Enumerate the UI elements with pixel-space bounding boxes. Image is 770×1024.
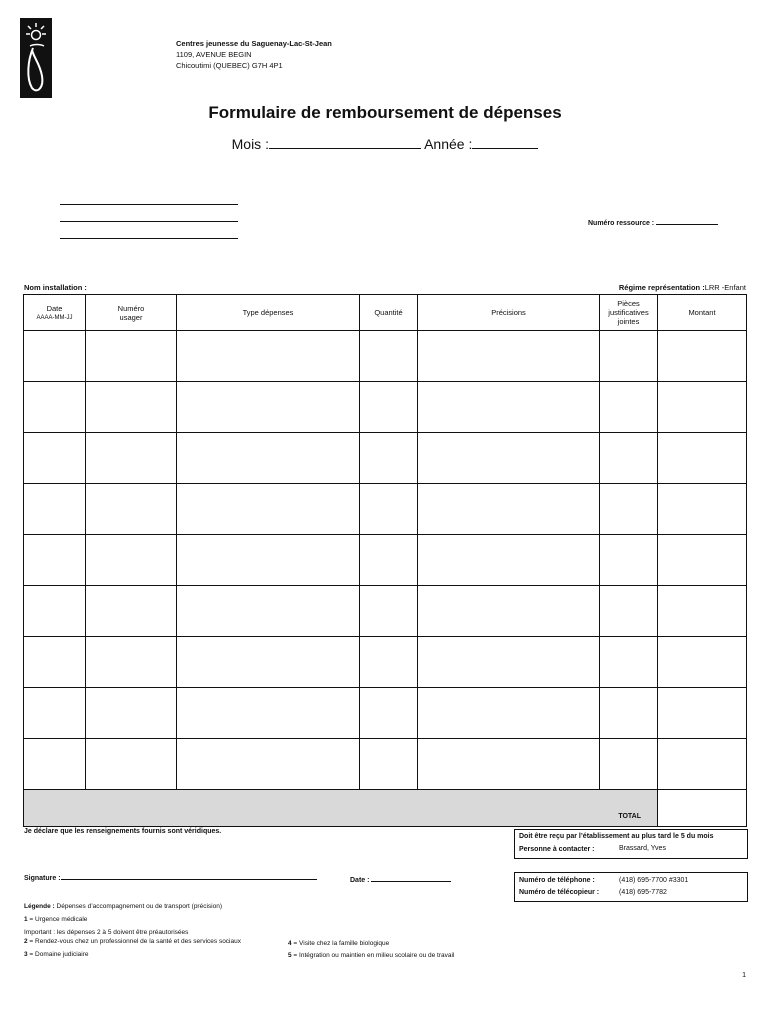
- resource-number-field[interactable]: [656, 218, 718, 225]
- cell-type[interactable]: [177, 484, 360, 535]
- cell-montant[interactable]: [658, 433, 747, 484]
- month-label: Mois :: [231, 136, 269, 152]
- date-line: [350, 875, 451, 884]
- cell-type[interactable]: [177, 637, 360, 688]
- cell-quantite[interactable]: [360, 433, 418, 484]
- cell-date[interactable]: [24, 433, 86, 484]
- total-value-field[interactable]: [658, 790, 747, 827]
- period-line: [0, 136, 770, 152]
- cell-numero[interactable]: [86, 637, 177, 688]
- cell-quantite[interactable]: [360, 331, 418, 382]
- fax-value: (418) 695-7782: [619, 889, 667, 896]
- cell-type[interactable]: [177, 739, 360, 790]
- cell-numero[interactable]: [86, 535, 177, 586]
- phone-box: [514, 872, 748, 902]
- cell-date[interactable]: [24, 331, 86, 382]
- cell-precisions[interactable]: [418, 535, 600, 586]
- cell-quantite[interactable]: [360, 637, 418, 688]
- col-montant: Montant: [658, 295, 747, 331]
- regime-value: LRR -Enfant: [704, 283, 746, 292]
- cell-date[interactable]: [24, 637, 86, 688]
- cell-quantite[interactable]: [360, 382, 418, 433]
- deadline-text: Doit être reçu par l’établissement au plus tard le 5 du mois: [519, 833, 714, 840]
- regime-label: Régime représentation :: [618, 283, 705, 292]
- cell-numero[interactable]: [86, 586, 177, 637]
- deadline-box: [514, 829, 748, 859]
- cell-quantite[interactable]: [360, 586, 418, 637]
- expense-table: [23, 294, 747, 827]
- legend-item-3: 3 = Domaine judiciaire: [24, 951, 89, 958]
- cell-montant[interactable]: [658, 688, 747, 739]
- page-number: 1: [742, 972, 746, 979]
- cell-precisions[interactable]: [418, 382, 600, 433]
- legend-intro: Légende : Dépenses d’accompagnement ou de transport (précision): [24, 903, 222, 910]
- col-precisions: Précisions: [418, 295, 600, 331]
- resource-number-label: Numéro ressource :: [588, 220, 655, 227]
- cell-montant[interactable]: [658, 331, 747, 382]
- contact-value: Brassard, Yves: [619, 845, 666, 852]
- cell-pieces[interactable]: [600, 637, 658, 688]
- org-address-line1: 1109, AVENUE BEGIN: [176, 50, 252, 59]
- cell-montant[interactable]: [658, 637, 747, 688]
- col-pieces-justificatives: Pièces justificatives jointes: [600, 295, 658, 331]
- cell-numero[interactable]: [86, 484, 177, 535]
- cell-precisions[interactable]: [418, 484, 600, 535]
- cell-numero[interactable]: [86, 433, 177, 484]
- table-row: [24, 433, 747, 484]
- org-name: Centres jeunesse du Saguenay-Lac-St-Jean: [176, 39, 332, 48]
- cell-date[interactable]: [24, 688, 86, 739]
- cell-pieces[interactable]: [600, 535, 658, 586]
- legend-item-1: 1 = Urgence médicale: [24, 916, 88, 923]
- cell-date[interactable]: [24, 382, 86, 433]
- cell-numero[interactable]: [86, 739, 177, 790]
- cell-numero[interactable]: [86, 688, 177, 739]
- cell-precisions[interactable]: [418, 433, 600, 484]
- year-field[interactable]: [472, 136, 538, 149]
- fill-line-3[interactable]: [60, 234, 238, 239]
- cell-montant[interactable]: [658, 586, 747, 637]
- cell-date[interactable]: [24, 586, 86, 637]
- table-header-row: [24, 295, 747, 331]
- month-field[interactable]: [269, 136, 421, 149]
- cell-pieces[interactable]: [600, 688, 658, 739]
- cell-date[interactable]: [24, 739, 86, 790]
- col-numero-usager: Numéro usager: [86, 295, 177, 331]
- organization-header: [176, 38, 332, 71]
- table-row: [24, 688, 747, 739]
- table-row: [24, 637, 747, 688]
- total-label: TOTAL: [24, 790, 658, 827]
- cell-numero[interactable]: [86, 382, 177, 433]
- cell-quantite[interactable]: [360, 688, 418, 739]
- fill-line-2[interactable]: [60, 217, 238, 222]
- resource-number: [588, 218, 718, 227]
- phone-value: (418) 695-7700 #3301: [619, 877, 689, 884]
- cell-type[interactable]: [177, 382, 360, 433]
- table-row: [24, 739, 747, 790]
- cell-quantite[interactable]: [360, 739, 418, 790]
- table-row: [24, 535, 747, 586]
- cell-quantite[interactable]: [360, 484, 418, 535]
- signature-line: [24, 873, 317, 882]
- address-fill-lines: [60, 200, 238, 251]
- cell-date[interactable]: [24, 535, 86, 586]
- table-row: [24, 484, 747, 535]
- legend-item-2: 2 = Rendez-vous chez un professionnel de la santé et des services sociaux: [24, 938, 241, 945]
- table-row: [24, 382, 747, 433]
- phone-label: Numéro de téléphone :: [519, 877, 595, 884]
- cell-quantite[interactable]: [360, 535, 418, 586]
- year-label: Année :: [424, 136, 473, 152]
- col-quantite: Quantité: [360, 295, 418, 331]
- cell-pieces[interactable]: [600, 382, 658, 433]
- cell-montant[interactable]: [658, 484, 747, 535]
- cell-precisions[interactable]: [418, 688, 600, 739]
- total-row: [24, 790, 747, 827]
- cell-montant[interactable]: [658, 535, 747, 586]
- cell-precisions[interactable]: [418, 739, 600, 790]
- legend-important: Important : les dépenses 2 à 5 doivent être préautorisées: [24, 929, 189, 936]
- table-row: [24, 331, 747, 382]
- cell-numero[interactable]: [86, 331, 177, 382]
- cell-montant[interactable]: [658, 739, 747, 790]
- signature-field[interactable]: [61, 873, 317, 880]
- date-field[interactable]: [371, 875, 451, 882]
- cell-type[interactable]: [177, 433, 360, 484]
- logo-icon: [20, 18, 52, 98]
- cell-precisions[interactable]: [418, 637, 600, 688]
- cell-date[interactable]: [24, 484, 86, 535]
- signature-label: Signature :: [24, 875, 61, 882]
- page-title: Formulaire de remboursement de dépenses: [208, 103, 562, 122]
- installation-label: Nom installation :: [24, 283, 87, 292]
- cell-precisions[interactable]: [418, 331, 600, 382]
- fill-line-1[interactable]: [60, 200, 238, 205]
- legend-title: Légende :: [24, 903, 55, 910]
- cell-montant[interactable]: [658, 382, 747, 433]
- declaration-text: Je déclare que les renseignements fournis sont véridiques.: [24, 828, 222, 835]
- cell-type[interactable]: [177, 688, 360, 739]
- cell-precisions[interactable]: [418, 586, 600, 637]
- date-label: Date :: [350, 877, 370, 884]
- legend-item-5: 5 = Intégration ou maintien en milieu scolaire ou de travail: [288, 952, 455, 959]
- col-type-depenses: Type dépenses: [177, 295, 360, 331]
- cell-pieces[interactable]: [600, 484, 658, 535]
- col-date: Date AAAA-MM-JJ: [24, 295, 86, 331]
- contact-label: Personne à contacter :: [519, 846, 595, 853]
- cell-pieces[interactable]: [600, 586, 658, 637]
- legend-item-4: 4 = Visite chez la famille biologique: [288, 940, 390, 947]
- cell-pieces[interactable]: [600, 739, 658, 790]
- cell-type[interactable]: [177, 535, 360, 586]
- table-row: [24, 586, 747, 637]
- fax-label: Numéro de télécopieur :: [519, 889, 600, 896]
- org-address-line2: Chicoutimi (QUEBEC) G7H 4P1: [176, 61, 283, 70]
- cell-type[interactable]: [177, 331, 360, 382]
- cell-type[interactable]: [177, 586, 360, 637]
- cell-pieces[interactable]: [600, 331, 658, 382]
- regime-representation: [619, 283, 746, 292]
- cell-pieces[interactable]: [600, 433, 658, 484]
